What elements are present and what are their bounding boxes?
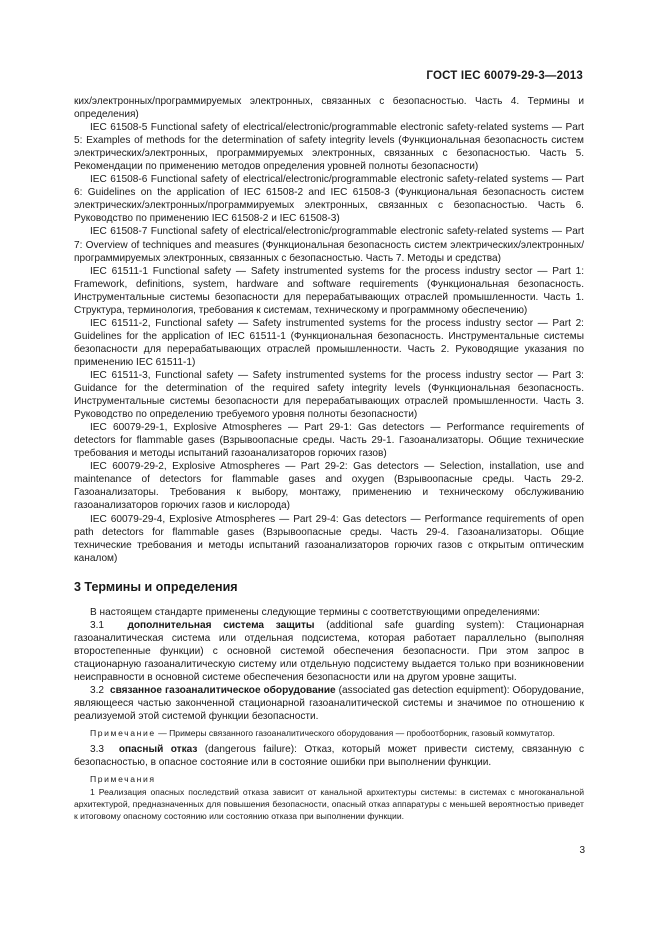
page-number: 3	[579, 845, 585, 856]
note-label: Примечания	[90, 774, 156, 785]
ref-paragraph: IEC 60079-29-2, Explosive Atmospheres — Part 29-2: Gas detectors — Selection, installation, use and maintenance of detectors for flammable gases and oxygen (Взрывоопасные среды. Часть 29-2. Газоанализаторы. Требования к выбору, монтажу, применению и техническому обслуживанию газоанализаторов горючих газов и кислорода)	[74, 461, 584, 512]
term-3-3	[74, 743, 584, 769]
ref-paragraph: IEC 61511-3, Functional safety — Safety instrumented systems for the process industry sector — Part 3: Guidance for the determination of the required safety integrity levels (Функциональная безопасность. Инструментальные системы безопасности для перерабатывающих отраслей промышленности. Часть 3. Руководство по определению требуемого уровня полноты безопасности)	[74, 369, 584, 421]
note-3-3-item-1: 1 Реализация опасных последствий отказа зависит от канальной архитектуры системы: в системах с многоканальной архитектурой, предназначенных для повышения безопасности, опасный отказ аппаратуры с меньшей вероятностью приведет к итоговому опасному состоянию или состоянию отказа при выполнении функции.	[74, 786, 584, 822]
term-definition: (additional safe guarding system): Стационарная газоаналитическая система или отдельная подсистема, которая работает параллельно (выполняя второстепенные функции) с основной системой обеспечения безопасности. При этом запрос в стационарную газоаналитическую систему или отдельную подсистему выдается только при возникновении неисправности в основной системе обеспечения безопасности или на другом уровне защиты.	[74, 619, 584, 683]
ref-paragraph: IEC 61511-2, Functional safety — Safety instrumented systems for the process industry sector — Part 2: Guidelines for the application of IEC 61511-1 (Функциональная безопасность. Инструментальные системы безопасности для перерабатывающих отраслей промышленности. Часть 2. Руководящие указания по применению IEC 61511-1)	[74, 317, 584, 368]
term-definition: (associated gas detection equipment): Оборудование, являющееся частью законченной стационарной газоаналитической системы и значимое по отношению к реализуемой этой системой функции безопасности.	[74, 685, 585, 723]
term-name: связанное газоаналитическое оборудование	[109, 685, 336, 697]
section-heading: 3 Термины и определения	[74, 579, 238, 594]
ref-paragraph: IEC 61508-7 Functional safety of electrical/electronic/programmable electronic safety-related systems — Part 7: Overview of techniques and measures (Функциональная безопасность систем электрических/электронных/программируемых электронных, связанных с безопасностью. Часть 7. Методы и средства)	[74, 226, 584, 264]
ref-paragraph: IEC 61511-1 Functional safety — Safety instrumented systems for the process industry sector — Part 1: Framework, definitions, system, hardware and software requirements (Функциональная безопасность. Инструментальные системы безопасности для перерабатывающих отраслей промышленности. Часть 1. Структура, терминология, требования к системам, техническому и программному обеспечению)	[74, 265, 584, 316]
notes-3-3-label	[74, 773, 584, 785]
term-name: дополнительная система защиты	[127, 619, 315, 631]
section-intro: В настоящем стандарте применены следующие термины с соответствующими определениями:	[90, 606, 540, 618]
note-text: — Примеры связанного газоаналитического оборудования — пробоотборник, газовый коммутатор.	[158, 728, 555, 739]
term-definition: (dangerous failure): Отказ, который может привести систему, связанную с безопасностью, в опасное состояние или в состояние ошибки при выполнении функции.	[74, 744, 584, 769]
term-3-2	[74, 684, 584, 723]
ref-paragraph: IEC 60079-29-1, Explosive Atmospheres — Part 29-1: Gas detectors — Performance requirements of detectors for flammable gases (Взрывоопасные среды. Часть 29-1. Газоанализаторы. Общие технические требования и методы испытаний газоанализаторов горючих газов)	[74, 422, 584, 460]
ref-paragraph: ких/электронных/программируемых электронных, связанных с безопасностью. Часть 4. Термины и определения)	[74, 96, 584, 121]
ref-paragraph: IEC 61508-6 Functional safety of electrical/electronic/programmable electronic safety-related systems — Part 6: Guidelines on the application of IEC 61508-2 and IEC 61508-3 (Функциональная безопасность систем электрических/электронных/программируемых электронных, связанных с безопасностью. Часть 6. Руководство по применению IEC 61508-2 и IEC 61508-3)	[74, 174, 584, 225]
term-number: 3.2	[90, 685, 105, 697]
ref-paragraph: IEC 60079-29-4, Explosive Atmospheres — Part 29-4: Gas detectors — Performance requirements of open path detectors for flammable gases (Взрывоопасные среды. Часть 29-4. Газоанализаторы. Общие технические требования и методы испытаний газоанализаторов горючих газов с открытым оптическим каналом)	[74, 513, 584, 564]
document-header: ГОСТ IEC 60079-29-3—2013	[426, 70, 583, 82]
note-label: Примечание	[90, 728, 156, 739]
ref-paragraph: IEC 61508-5 Functional safety of electrical/electronic/programmable electronic safety-related systems — Part 5: Examples of methods for the determination of safety integrity levels (Функциональная безопасность систем электрических/электронных, программируемых электронных, связанных с безопасностью. Часть 5. Рекомендации по применению методов определения уровней полноты безопасности)	[74, 122, 584, 173]
term-number: 3.1	[90, 619, 105, 631]
term-number: 3.3	[90, 744, 105, 756]
term-3-1	[74, 619, 584, 684]
term-name: опасный отказ	[118, 744, 198, 756]
note-3-2	[74, 727, 584, 739]
page-body	[74, 95, 584, 826]
